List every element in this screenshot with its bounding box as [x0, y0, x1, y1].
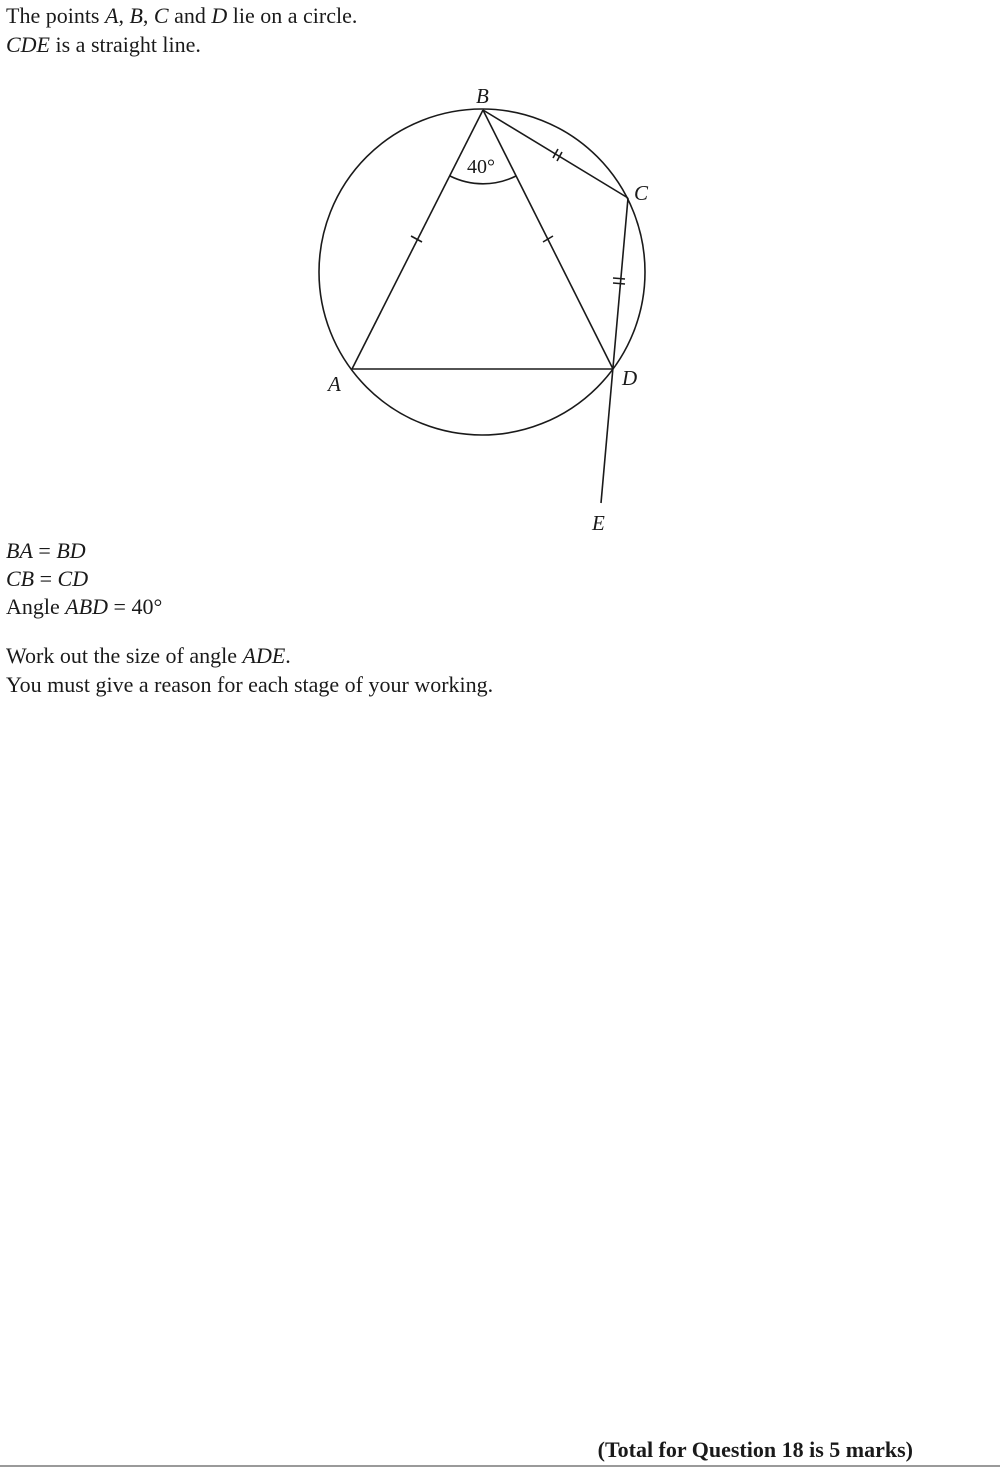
label-point-e: E — [592, 511, 605, 535]
circle-geometry-figure — [0, 0, 1000, 540]
intro-line-2: CDE is a straight line. — [6, 32, 201, 57]
angle-label: 40° — [467, 156, 495, 178]
bottom-rule — [0, 1465, 1000, 1467]
label-point-b: B — [476, 84, 489, 108]
label-point-c: C — [634, 181, 649, 205]
intro-line-1: The points A, B, C and D lie on a circle. — [6, 3, 358, 28]
double-tick-cd — [613, 278, 625, 284]
given-line-3: Angle ABD = 40° — [6, 594, 163, 619]
given-line-1: BA = BD — [6, 538, 86, 563]
total-marks: (Total for Question 18 is 5 marks) — [597, 1437, 913, 1462]
label-point-d: D — [622, 366, 638, 390]
label-point-a: A — [328, 372, 341, 396]
given-line-2: CB = CD — [6, 566, 89, 591]
task-line-2: You must give a reason for each stage of your working. — [6, 672, 494, 697]
task-line-1: Work out the size of angle ADE. — [6, 643, 291, 668]
